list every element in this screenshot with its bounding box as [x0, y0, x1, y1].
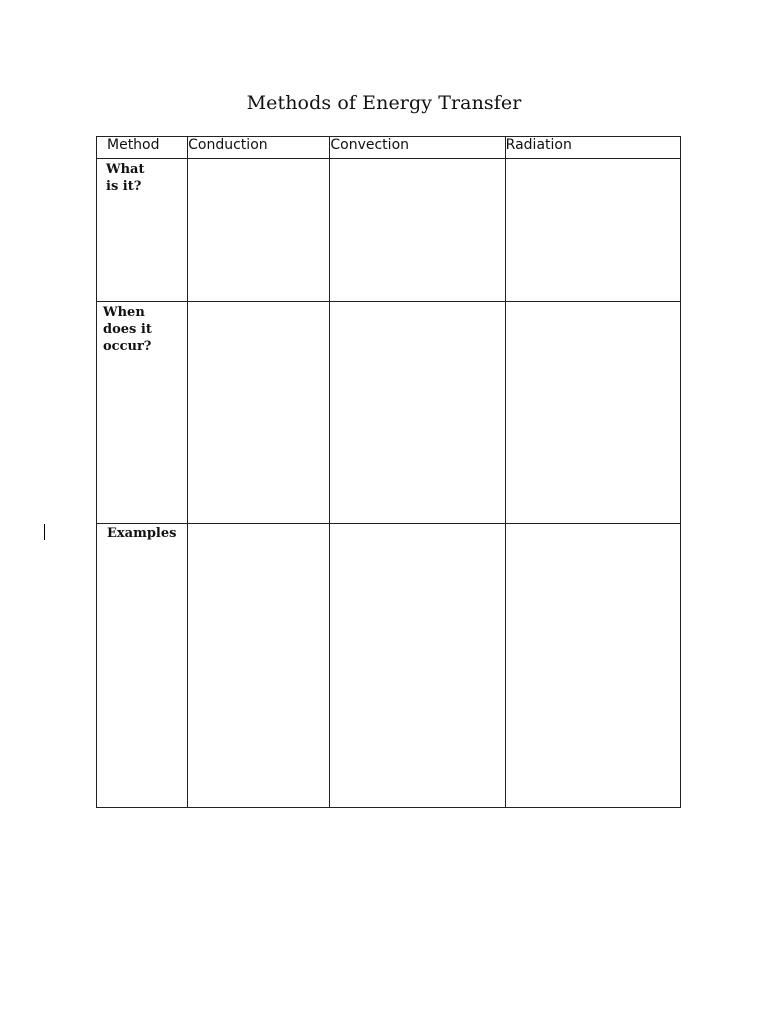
cell-convection-when[interactable]: [330, 302, 505, 524]
cell-radiation-when[interactable]: [505, 302, 680, 524]
energy-transfer-table: [96, 136, 681, 808]
document-title: Methods of Energy Transfer: [246, 92, 522, 114]
table-row: [97, 524, 681, 808]
cell-conduction-when[interactable]: [188, 302, 330, 524]
table-row: [97, 159, 681, 302]
header-radiation: Radiation: [505, 137, 680, 159]
cell-conduction-what[interactable]: [188, 159, 330, 302]
cell-radiation-what[interactable]: [505, 159, 680, 302]
row-label-examples: Examples: [97, 524, 188, 808]
row-label-when-does-it-occur: When does it occur?: [97, 302, 188, 524]
cell-convection-examples[interactable]: [330, 524, 505, 808]
table-header-row: [97, 137, 681, 159]
header-conduction: Conduction: [188, 137, 330, 159]
cell-conduction-examples[interactable]: [188, 524, 330, 808]
table-row: [97, 302, 681, 524]
cell-radiation-examples[interactable]: [505, 524, 680, 808]
row-label-what-is-it: What is it?: [97, 159, 188, 302]
text-cursor: [44, 524, 45, 540]
header-method: Method: [97, 137, 188, 159]
cell-convection-what[interactable]: [330, 159, 505, 302]
header-convection: Convection: [330, 137, 505, 159]
